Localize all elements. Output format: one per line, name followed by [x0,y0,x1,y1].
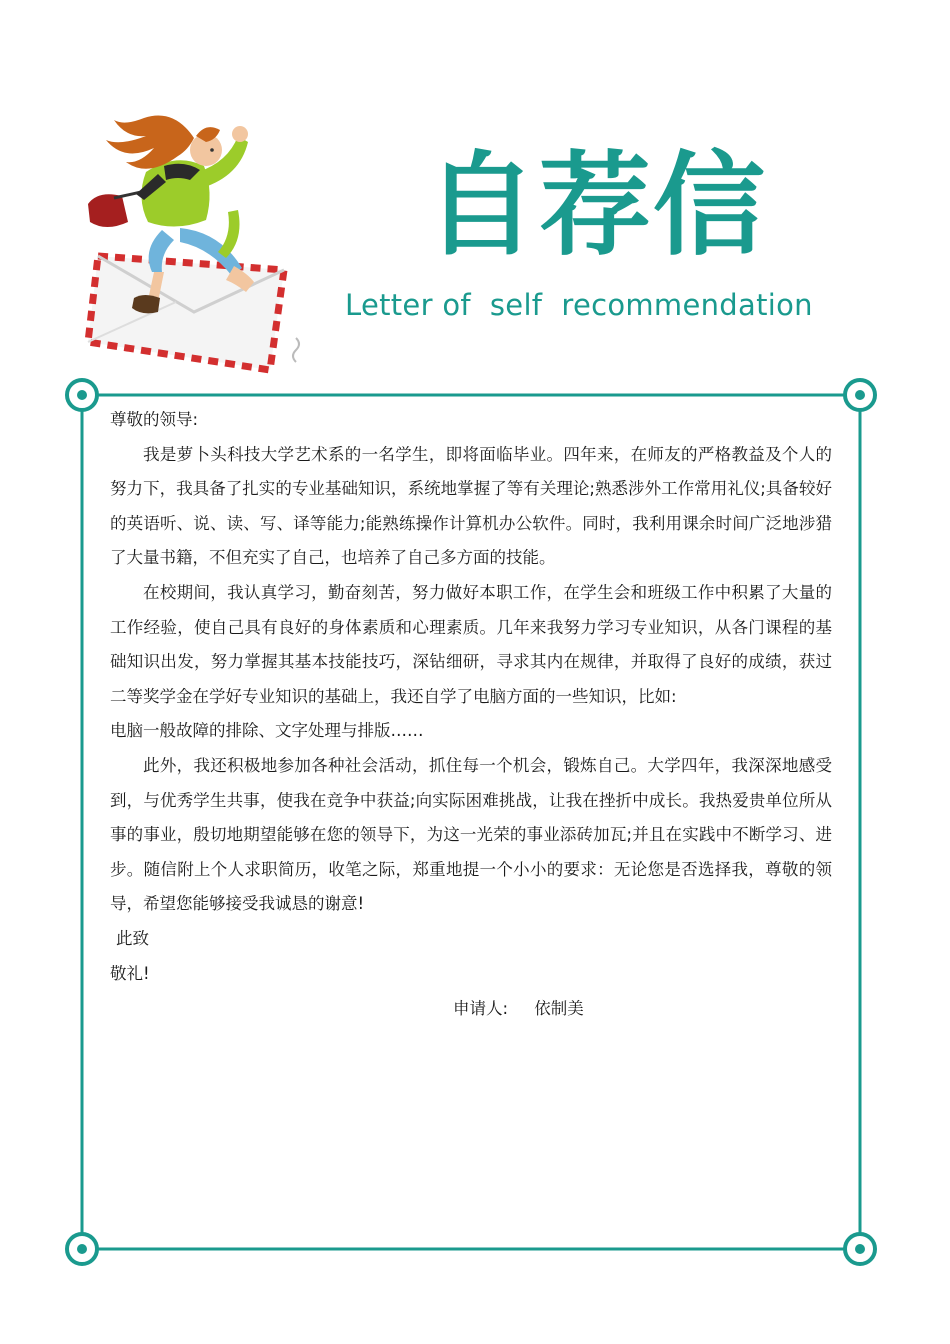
corner-ring-icon [845,1234,875,1264]
corner-ring-icon [845,380,875,410]
letter-body [110,403,832,991]
page-subtitle: Letter of self recommendation [345,288,813,322]
paragraph-1: 我是萝卜头科技大学艺术系的一名学生，即将面临毕业。四年来，在师友的严格教益及个人的努力下，我具备了扎实的专业基础知识，系统地掌握了等有关理论;熟悉涉外工作常用礼仪;具备较好的英语听、说、读、写、译等能力;能熟练操作计算机办公软件。同时，我利用课余时间广泛地涉猎了大量书籍，不但充实了自己，也培养了自己多方面的技能。 [110,444,832,568]
corner-ring-icon [67,380,97,410]
paragraph-2: 在校期间，我认真学习，勤奋刻苦，努力做好本职工作，在学生会和班级工作中积累了大量的工作经验，使自己具有良好的身体素质和心理素质。几年来我努力学习专业知识，从各门课程的基础知识出发，努力掌握其基本技能技巧，深钻细研，寻求其内在规律，并取得了良好的成绩，获过二等奖学金在学好专业知识的基础上，我还自学了电脑方面的一些知识，比如: [110,582,832,706]
closing-line-1: 此致 [116,928,149,948]
salutation: 尊敬的领导: [110,410,199,429]
signature-name: 依制美 [534,999,584,1018]
corner-ring-icon [67,1234,97,1264]
skills-list-line: 电脑一般故障的排除、文字处理与排版…… [110,721,424,741]
signature [453,992,584,1026]
closing-line-2: 敬礼! [110,963,150,983]
paragraph-3: 此外，我还积极地参加各种社会活动，抓住每一个机会，锻炼自己。大学四年，我深深地感受到，与优秀学生共事，使我在竞争中获益;向实际困难挑战，让我在挫折中成长。我热爱贵单位所从事的事业，殷切地期望能够在您的领导下，为这一光荣的事业添砖加瓦;并且在实践中不断学习、进步。随信附上个人求职简历，收笔之际，郑重地提一个小小的要求：无论您是否选择我，尊敬的领导，希望您能够接受我诚恳的谢意! [110,755,832,914]
signature-label: 申请人: [453,999,509,1018]
page-title: 自荐信 [425,141,767,271]
